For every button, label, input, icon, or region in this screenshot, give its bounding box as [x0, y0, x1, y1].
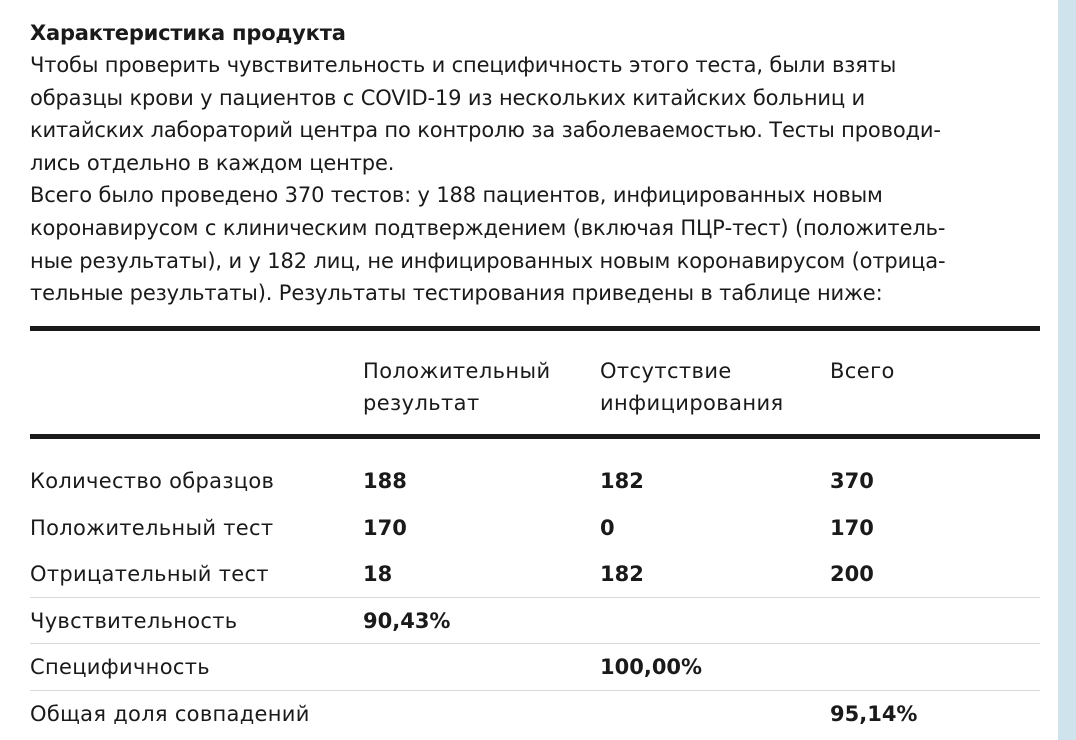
header-line: результат — [363, 391, 480, 415]
row-label: Отрицательный тест — [30, 562, 269, 586]
cell-no-infection: 100,00% — [600, 655, 703, 679]
cell-positive: 170 — [363, 515, 407, 540]
header-line: инфицирования — [600, 391, 784, 415]
paragraph-line: Чтобы проверить чувствительность и специфичность этого теста, были взяты — [30, 53, 897, 77]
table-row — [30, 644, 1040, 691]
paragraph-line: лись отдельно в каждом центре. — [30, 150, 395, 175]
row-label: Чувствительность — [30, 608, 238, 633]
paragraph-line: тельные результаты). Результаты тестирования приведены в таблице ниже: — [30, 281, 883, 306]
table-row — [30, 691, 1040, 738]
header-total — [830, 355, 895, 387]
results-table — [30, 326, 1040, 737]
section-title: Характеристика продукта — [30, 21, 346, 45]
cell-positive: 188 — [363, 469, 407, 493]
paragraph-line: коронавирусом с клиническим подтверждением (включая ПЦР-тест) (положитель- — [30, 215, 946, 240]
row-label: Положительный тест — [30, 515, 274, 540]
table-row — [30, 458, 1040, 505]
header-line: Отсутствие — [600, 359, 732, 383]
cell-total: 95,14% — [830, 701, 918, 726]
table-row — [30, 551, 1040, 598]
cell-total: 200 — [830, 562, 874, 586]
paragraph-line: ные результаты), и у 182 лиц, не инфицированных новым коронавирусом (отрица- — [30, 248, 946, 273]
paragraph-line: китайских лабораторий центра по контролю за заболеваемостью. Тесты проводи- — [30, 118, 941, 143]
cell-positive: 18 — [363, 562, 393, 586]
row-label: Общая доля совпадений — [30, 701, 310, 726]
table-row — [30, 505, 1040, 552]
header-no-infection — [600, 355, 784, 419]
page-edge-strip — [1058, 0, 1076, 740]
header-positive-result — [363, 355, 551, 419]
paragraph-line: Всего было проведено 370 тестов: у 188 пациентов, инфицированных новым — [30, 183, 883, 208]
cell-no-infection: 182 — [600, 469, 644, 493]
table-row — [30, 598, 1040, 645]
table-header-row — [30, 331, 1040, 434]
cell-no-infection: 0 — [600, 515, 615, 540]
header-line: Положительный — [363, 359, 551, 383]
description-paragraph — [30, 49, 1040, 310]
header-line: Всего — [830, 359, 895, 383]
paragraph-line: образцы крови у пациентов с COVID-19 из нескольких китайских больниц и — [30, 85, 866, 110]
row-label: Количество образцов — [30, 469, 275, 493]
cell-no-infection: 182 — [600, 562, 644, 586]
row-label: Специфичность — [30, 655, 210, 679]
product-description — [30, 17, 1040, 310]
cell-total: 170 — [830, 515, 874, 540]
table-body — [30, 439, 1040, 737]
cell-total: 370 — [830, 469, 874, 493]
cell-positive: 90,43% — [363, 608, 451, 633]
